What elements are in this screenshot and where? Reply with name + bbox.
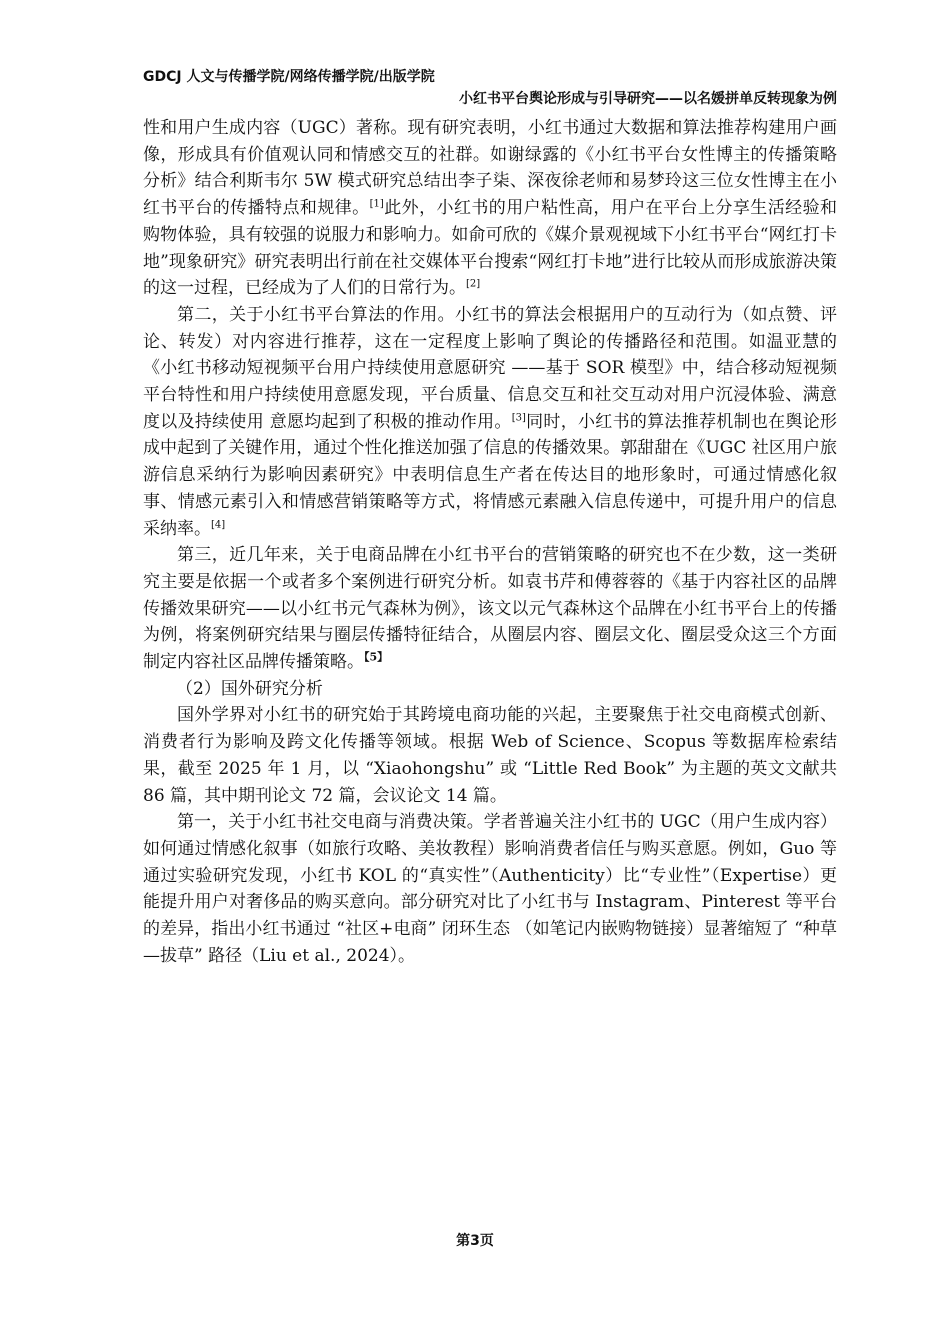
header-thesis-title: 小红书平台舆论形成与引导研究——以名媛拼单反转现象为例 — [459, 91, 837, 107]
header-divider — [143, 110, 837, 111]
paragraph-foreign-research: 国外学界对小红书的研究始于其跨境电商功能的兴起，主要聚焦于社交电商模式创新、消费者行为影响及跨文化传播等领域。根据 Web of Science、Scopus 等数据库检索结果，截至 2025 年 1 月，以 “Xiaohongshu” 或 “Little Red Book” 为主题的英文文献共 86 篇，其中期刊论文 72 篇，会议论文 14 篇。 — [143, 705, 837, 806]
citation-ref: [1] — [369, 198, 384, 210]
paragraph-continuation: 性和用户生成内容（UGC）著称。现有研究表明，小红书通过大数据和算法推荐构建用户画像，形成具有价值观认同和情感交互的社群。如谢绿露的《小红书平台女性博主的传播策略分析》结合利斯韦尔 5W 模式研究总结出李子柒、深夜徐老师和易梦玲这三位女性博主在小红书平台的传播特点和规律。[1]此外，小红书的用户粘性高，用户在平台上分享生活经验和购物体验，具有较强的说服力和影响力。如俞可欣的《媒介景观视域下小红书平台“网红打卡地”现象研究》研究表明出行前在社交媒体平台搜索“网红打卡地”进行比较从而形成旅游决策 的这一过程，已经成为了人们的日常行为。[2] — [143, 118, 837, 299]
citation-ref: 【5】 — [364, 650, 389, 664]
header-institution: GDCJ 人文与传播学院/网络传播学院/出版学院 — [143, 69, 435, 85]
paragraph-ecommerce-marketing: 第三，近几年来，关于电商品牌在小红书平台的营销策略的研究也不在少数，这一类研究主要是依据一个或者多个案例进行研究分析。如袁书芹和傅蓉蓉的《基于内容社区的品牌传播效果研究——以小红书元气森林为例》，该文以元气森林这个品牌在小红书平台上的传播为例，将案例研究结果与圈层传播特征结合，从圈层内容、圈层文化、圈层受众这三个方面制定内容社区品牌传播策略。$^{【5】}$ — [143, 545, 837, 673]
section-subheading: （2）国外研究分析 — [176, 678, 323, 699]
citation-ref: [2] — [466, 278, 481, 290]
page-number: 第3页 — [456, 1233, 494, 1249]
citation-ref: [4] — [211, 518, 226, 530]
paragraph-algorithm: 第二，关于小红书平台算法的作用。小红书的算法会根据用户的互动行为（如点赞、评论、转发）对内容进行推荐，这在一定程度上影响了舆论的传播路径和范围。如温亚慧的《小红书移动短视频平台用户持续使用意愿研究 ——基于 SOR 模型》中，结合移动短视频平台特性和用户持续使用意愿发现，平台质量、信息交互和社交互动对用户沉浸体验、满意度以及持续使用 意愿均起到了积极的推动作用。[3]同时，小红书的算法推荐机制也在舆论形成中起到了关键作用，通过个性化推送加强了信息的传播效果。郭甜甜在《UGC 社区用户旅游信息采纳行为影响因素研究》中表明信息生产者在传达目的地形象时，可通过情感化叙事、情感元素引入和情感营销策略等方式，将情感元素融入信息传递中，可提升用户的信息采纳率。[4] — [143, 304, 837, 539]
paragraph-social-commerce: 第一，关于小红书社交电商与消费决策。学者普遍关注小红书的 UGC（用户生成内容）如何通过情感化叙事（如旅行攻略、美妆教程）影响消费者信任与购买意愿。例如，Guo 等通过实验研究发现，小红书 KOL 的“真实性”（Authenticity）比“专业性”（Expertise）更能提升用户对奢侈品的购买意向。部分研究对比了小红书与 Instagram、Pinterest 等平台的差异，指出小红书通过 “社区+电商” 闭环生态 （如笔记内嵌购物链接）显著缩短了 “种草—拔草” 路径（Liu et al., 2024）。 — [143, 812, 837, 966]
document-body — [143, 115, 837, 970]
citation-ref: [3] — [511, 412, 526, 424]
